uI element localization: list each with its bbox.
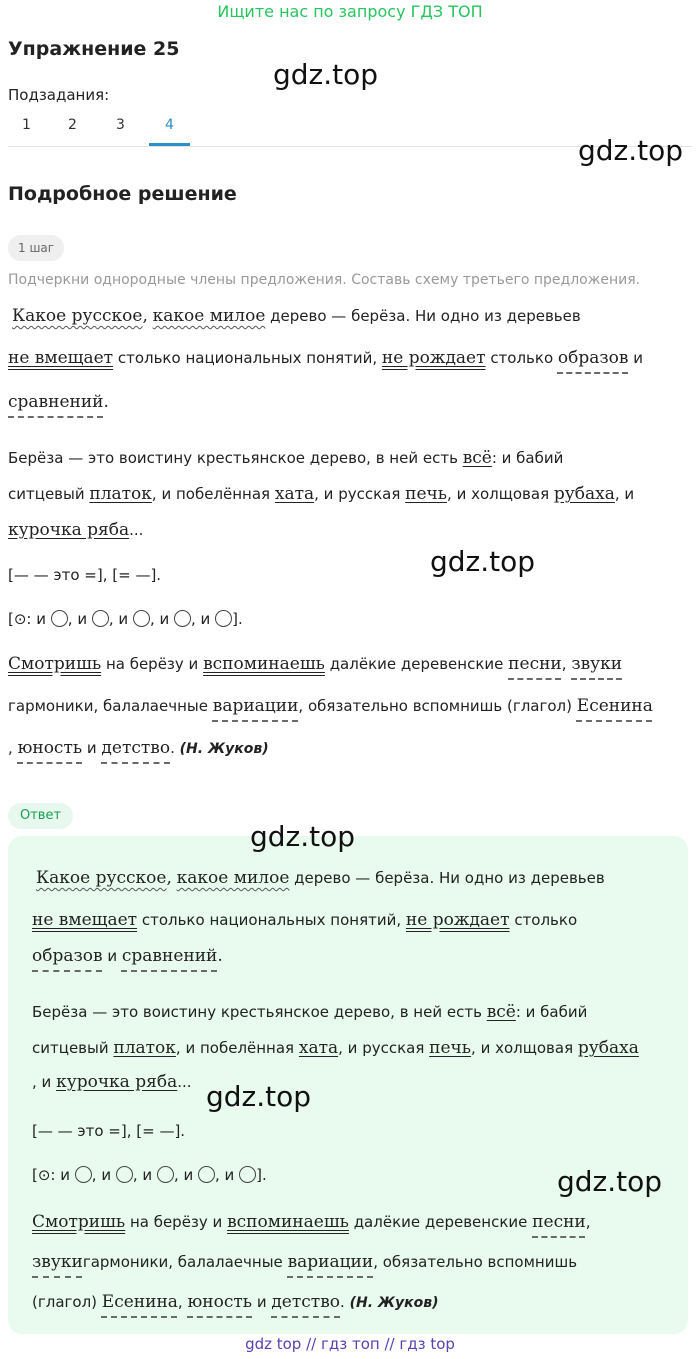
comma: ,	[8, 739, 13, 757]
text-span: на берёзу и	[129, 1213, 223, 1231]
tab-subtask-4[interactable]: 4	[165, 117, 174, 133]
text-span: столько национальных понятий,	[117, 349, 378, 367]
object: звуки	[32, 1252, 83, 1272]
object: песни	[508, 654, 562, 674]
sentence-scheme: [— — это =], [= —].	[32, 1122, 186, 1140]
scheme-part: , и	[191, 610, 211, 628]
object: Есенина	[101, 1292, 178, 1312]
text-span: .	[217, 946, 223, 966]
subject: печь	[405, 484, 448, 504]
text-span: Берёза — это воистину крестьянское дерево, в ней есть	[8, 449, 458, 467]
object: вариации	[212, 696, 299, 716]
footer-links[interactable]: gdz top // гдз топ // гдз top	[245, 1335, 455, 1353]
circle-icon	[75, 1166, 92, 1183]
sentence-scheme: [— — это =], [= —].	[8, 566, 162, 584]
text-span: , и побелённая	[175, 1039, 295, 1057]
homogeneous-member: Какое русское	[12, 306, 143, 326]
watermark: gdz.top	[206, 1080, 312, 1113]
watermark: gdz.top	[557, 1165, 663, 1198]
subject: платок	[89, 484, 152, 504]
object: вариации	[287, 1252, 374, 1272]
predicate: вспоминаешь	[203, 654, 325, 674]
text-span: гармоники, балалаечные	[8, 697, 208, 715]
text-span: на берёзу и	[105, 655, 199, 673]
text-span: , и русская	[338, 1039, 425, 1057]
text-span: ...	[129, 521, 144, 539]
text-span: , и холщовая	[447, 485, 550, 503]
homogeneous-member: какое милое	[152, 306, 266, 326]
object: Есенина	[576, 696, 653, 716]
object: образов	[557, 348, 629, 368]
text-span: столько	[514, 911, 578, 929]
text-span: столько национальных понятий,	[141, 911, 402, 929]
text-span: ...	[177, 1073, 192, 1091]
scheme-part: , и	[149, 610, 170, 628]
answer-badge: Ответ	[8, 803, 73, 829]
scheme-part: , и	[108, 610, 129, 628]
text-span: .	[103, 392, 109, 412]
object: юность	[17, 738, 83, 758]
circle-icon	[198, 1166, 215, 1183]
predicate: вспоминаешь	[227, 1212, 349, 1232]
step-badge: 1 шаг	[8, 235, 64, 261]
promo-banner[interactable]: Ищите нас по запросу ГДЗ ТОП	[217, 2, 483, 21]
text-span: дерево — берёза. Ни одно из деревьев	[294, 869, 605, 887]
scheme-part: ].	[232, 610, 243, 628]
scheme-part: , и	[173, 1166, 194, 1184]
text-span: ситцевый	[32, 1039, 109, 1057]
watermark: gdz.top	[430, 545, 536, 578]
task-hint: Подчеркни однородные члены предложения. Составь схему третьего предложения.	[8, 272, 641, 288]
predicate: Смотришь	[8, 654, 102, 674]
subject: печь	[429, 1038, 472, 1058]
text-span: , и	[32, 1073, 52, 1091]
scheme-part: , и	[132, 1166, 153, 1184]
text-span: столько	[490, 349, 554, 367]
scheme-part: , и	[215, 1166, 235, 1184]
scheme-part: , и	[67, 610, 88, 628]
circle-icon	[239, 1166, 256, 1183]
predicate: не рождает	[381, 348, 486, 368]
homogeneous-member: Какое русское	[36, 868, 167, 888]
object: сравнений	[121, 946, 218, 966]
watermark: gdz.top	[250, 820, 356, 853]
comma: ,	[166, 868, 172, 888]
text-span: .	[340, 1293, 345, 1311]
text-span: : и бабий	[491, 449, 564, 467]
object: сравнений	[8, 392, 104, 412]
text-span: , и русская	[314, 485, 401, 503]
author: (Н. Жуков)	[179, 741, 269, 757]
comma: ,	[177, 1293, 183, 1311]
predicate: Смотришь	[32, 1212, 126, 1232]
text-span: гармоники, балалаечные	[82, 1253, 283, 1271]
object: звуки	[571, 654, 623, 674]
scheme-part: [⊙: и	[8, 610, 46, 628]
watermark: gdz.top	[578, 134, 684, 167]
text-span: , и	[614, 485, 635, 503]
text-span: и	[86, 739, 97, 757]
text-span: и	[107, 947, 118, 965]
circle-icon	[92, 610, 109, 627]
object: детство	[271, 1292, 341, 1312]
predicate: не рождает	[405, 910, 510, 930]
text-span: , и побелённая	[151, 485, 271, 503]
text-span: (глагол)	[32, 1293, 98, 1311]
scheme-part: , и	[91, 1166, 112, 1184]
text-span: , обязательно вспомнишь (глагол)	[298, 697, 572, 715]
subtasks-label: Подзадания:	[8, 86, 110, 104]
subject: рубаха	[577, 1038, 639, 1058]
scheme-part: [⊙: и	[32, 1166, 70, 1184]
subject: всё	[462, 448, 492, 468]
text-span: : и бабий	[515, 1003, 588, 1021]
subject: платок	[113, 1038, 176, 1058]
comma: ,	[142, 306, 148, 326]
text-span: , и холщовая	[471, 1039, 574, 1057]
object: юность	[187, 1292, 253, 1312]
object: песни	[532, 1212, 586, 1232]
text-span: и	[256, 1293, 267, 1311]
circle-icon	[174, 610, 191, 627]
tab-subtask-1[interactable]: 1	[22, 117, 31, 133]
object: образов	[32, 946, 103, 966]
text-span: Берёза — это воистину крестьянское дерево, в ней есть	[32, 1003, 482, 1021]
subject: рубаха	[553, 484, 615, 504]
solution-title: Подробное решение	[8, 183, 237, 205]
watermark: gdz.top	[273, 58, 379, 91]
author: (Н. Жуков)	[349, 1295, 439, 1311]
text-span: ситцевый	[8, 485, 85, 503]
circle-icon	[116, 1166, 133, 1183]
text-span: , обязательно вспомнишь	[373, 1253, 578, 1271]
tab-subtask-3[interactable]: 3	[116, 117, 125, 133]
subject: хата	[298, 1038, 339, 1058]
circle-icon	[157, 1166, 174, 1183]
subject: хата	[274, 484, 315, 504]
subject: курочка ряба	[56, 1072, 178, 1092]
subject: всё	[486, 1002, 516, 1022]
text-span: и	[633, 349, 644, 367]
homogeneous-member: какое милое	[176, 868, 290, 888]
predicate: не вмещает	[32, 910, 138, 930]
object: детство	[101, 738, 171, 758]
exercise-title: Упражнение 25	[8, 38, 180, 60]
comma: ,	[561, 655, 567, 673]
circle-icon	[51, 610, 68, 627]
predicate: не вмещает	[8, 348, 114, 368]
tab-subtask-2[interactable]: 2	[68, 117, 77, 133]
subject: курочка ряба	[8, 520, 130, 540]
comma: ,	[585, 1213, 591, 1231]
circle-icon	[215, 610, 232, 627]
text-span: .	[170, 739, 175, 757]
text-span: дерево — берёза. Ни одно из деревьев	[270, 307, 581, 325]
text-span: далёкие деревенские	[329, 655, 504, 673]
scheme-part: ].	[256, 1166, 267, 1184]
text-span: далёкие деревенские	[353, 1213, 528, 1231]
circle-icon	[133, 610, 150, 627]
